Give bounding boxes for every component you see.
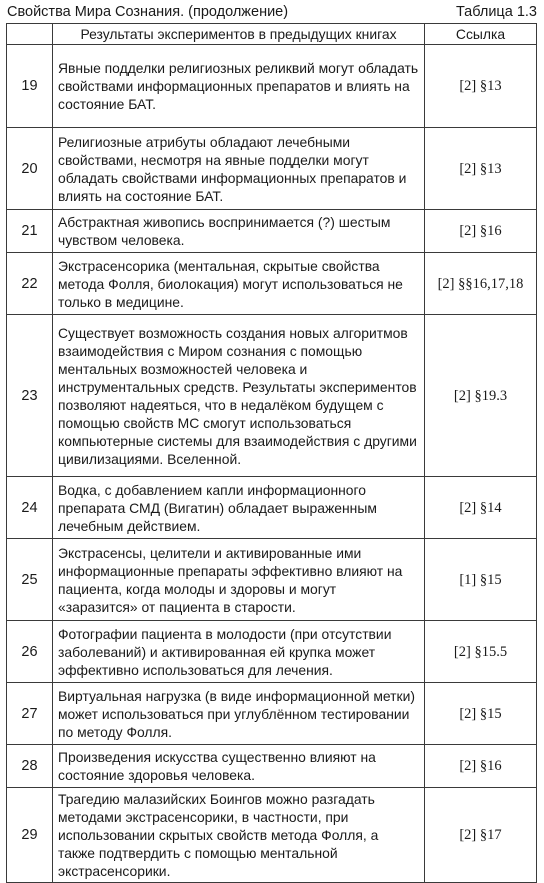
row-number: 23	[7, 315, 53, 477]
table-row	[7, 621, 537, 683]
row-text: Водка, с добавлением капли информационного препарата СМД (Вигатин) обладает выраженным лечебным действием.	[53, 477, 425, 539]
header-num	[7, 24, 53, 45]
row-text: Виртуальная нагрузка (в виде информационной метки) может использоваться при углублённом тестировании по методу Фолля.	[53, 683, 425, 745]
row-text: Экстрасенсорика (ментальная, скрытые свойства метода Фолля, биолокация) могут использоваться не только в медицине.	[53, 253, 425, 315]
row-reference: [1] §15	[425, 539, 537, 621]
table-row	[7, 745, 537, 788]
row-reference: [2] §16	[425, 745, 537, 788]
row-reference: [2] §17	[425, 788, 537, 883]
row-number: 26	[7, 621, 53, 683]
row-number: 29	[7, 788, 53, 883]
table-caption	[6, 3, 538, 23]
table-row	[7, 210, 537, 253]
row-reference: [2] §14	[425, 477, 537, 539]
row-text: Существует возможность создания новых алгоритмов взаимодействия с Миром сознания с помощью ментальных возможностей человека и инструментальных средств. Результаты экспериментов позволяют надеяться, что в недалёком будущем с помощью свойств МС смогут использоваться компьютерные системы для взаимодействия с другими цивилизациями. Вселенной.	[53, 315, 425, 477]
table-label: Таблица 1.3	[455, 4, 537, 20]
row-number: 21	[7, 210, 53, 253]
row-reference: [2] §13	[425, 128, 537, 210]
table-header-row	[7, 24, 537, 45]
row-reference: [2] §13	[425, 45, 537, 128]
row-text: Трагедию малазийских Боингов можно разгадать методами экстрасенсорики, в частности, при использовании скрытых свойств метода Фолля, а также подтвердить с помощью ментальной экстрасенсорики.	[53, 788, 425, 883]
row-number: 20	[7, 128, 53, 210]
row-text: Произведения искусства существенно влияют на состояние здоровья человека.	[53, 745, 425, 788]
table-row	[7, 477, 537, 539]
row-reference: [2] §15.5	[425, 621, 537, 683]
header-results: Результаты экспериментов в предыдущих книгах	[53, 24, 425, 45]
results-table	[6, 23, 537, 883]
row-reference: [2] §16	[425, 210, 537, 253]
row-number: 28	[7, 745, 53, 788]
table-row	[7, 683, 537, 745]
row-text: Явные подделки религиозных реликвий могут обладать свойствами информационных препаратов и влиять на состояние БАТ.	[53, 45, 425, 128]
table-row	[7, 788, 537, 883]
row-reference: [2] §15	[425, 683, 537, 745]
row-text: Религиозные атрибуты обладают лечебными свойствами, несмотря на явные подделки могут обладать свойствами информационных препаратов и влиять на состояние БАТ.	[53, 128, 425, 210]
row-text: Экстрасенсы, целители и активированные ими информационные препараты эффективно влияют на пациента, когда молоды и здоровы и могут «заразится» от пациента в старости.	[53, 539, 425, 621]
row-number: 19	[7, 45, 53, 128]
row-number: 27	[7, 683, 53, 745]
row-text: Фотографии пациента в молодости (при отсутствии заболеваний) и активированная ей крупка может эффективно использоваться для лечения.	[53, 621, 425, 683]
table-row	[7, 45, 537, 128]
row-text: Абстрактная живопись воспринимается (?) шестым чувством человека.	[53, 210, 425, 253]
table-row	[7, 315, 537, 477]
table-row	[7, 539, 537, 621]
row-number: 24	[7, 477, 53, 539]
header-ref: Ссылка	[425, 24, 537, 45]
row-number: 22	[7, 253, 53, 315]
table-row	[7, 253, 537, 315]
row-reference: [2] §§16,17,18	[425, 253, 537, 315]
row-number: 25	[7, 539, 53, 621]
row-reference: [2] §19.3	[425, 315, 537, 477]
table-row	[7, 128, 537, 210]
table-title: Свойства Мира Сознания. (продолжение)	[7, 4, 289, 20]
